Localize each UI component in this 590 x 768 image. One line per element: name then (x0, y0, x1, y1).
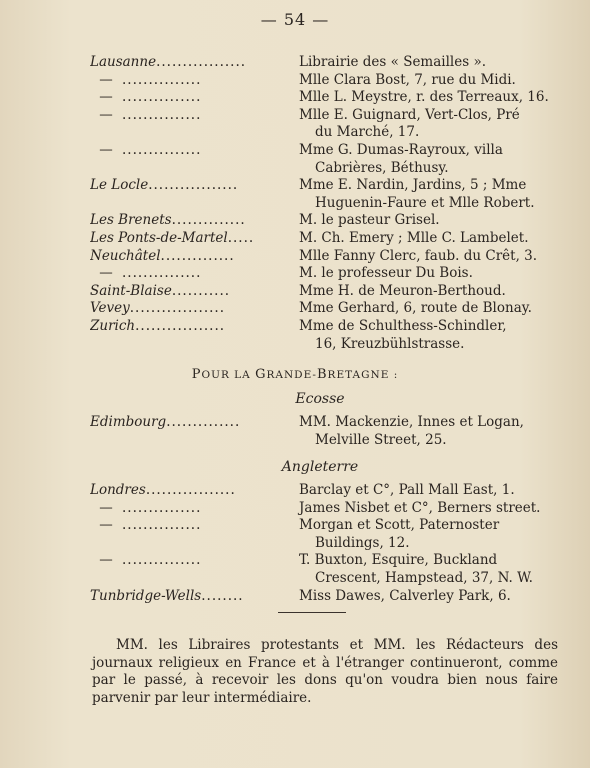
heading-word-pour-la: OUR LA (201, 369, 256, 381)
place-name (90, 283, 282, 301)
section-heading-great-britain (0, 367, 590, 382)
place-name (90, 54, 282, 72)
ditto-dash: — (99, 517, 113, 534)
entry-line: Miss Dawes, Calverley Park, 6. (299, 587, 511, 604)
place-name (90, 517, 282, 535)
place-name (90, 482, 282, 500)
entry-line: M. le professeur Du Bois. (299, 265, 473, 282)
place-name (90, 300, 282, 318)
closing-note: MM. les Libraires protestants et MM. les Rédacteurs des journaux religieux en France et à l'étranger continueront, comme par le passé, à recevoir les dons qu'on voudra bien nous faire parvenir par leur intermédiaire. (92, 637, 558, 706)
leader-dots: ................. (135, 318, 226, 334)
place-label: Vevey (90, 300, 130, 317)
leader-dots: ............... (122, 142, 202, 158)
place-name (90, 552, 282, 570)
depository-entry (299, 318, 557, 353)
ditto-dash: — (99, 106, 113, 123)
leader-dots: .............. (160, 247, 235, 264)
leader-dots: .............. (166, 414, 241, 430)
leader-dots: ................. (156, 54, 247, 70)
place-name (90, 265, 282, 283)
ditto-dash: — (99, 89, 113, 106)
depository-entry (299, 72, 557, 90)
page-number: — 54 — (260, 10, 330, 29)
ditto-dash: — (99, 265, 113, 282)
depository-entry (299, 89, 557, 107)
entry-continuation-line: 16, Kreuzbühlstrasse. (315, 335, 465, 352)
place-label: Londres (90, 482, 146, 498)
entry-continuation-line: Huguenin-Faure et Mlle Robert. (315, 194, 535, 211)
entry-line: Mme H. de Meuron-Berthoud. (299, 282, 506, 299)
place-name (90, 230, 282, 248)
leader-dots: ................. (148, 177, 239, 194)
ditto-dash: — (99, 499, 113, 516)
entry-line: MM. Mackenzie, Innes et Logan, (299, 414, 524, 430)
place-label: Edimbourg (90, 414, 167, 430)
depository-entry (299, 552, 557, 587)
depository-entry (299, 54, 557, 72)
place-label: Saint-Blaise (90, 282, 172, 299)
place-label: Lausanne (90, 54, 157, 70)
leader-dots: ........... (171, 282, 231, 299)
leader-dots: ................. (145, 482, 236, 498)
depository-entry (299, 414, 557, 449)
place-label: Neuchâtel (90, 247, 161, 264)
place-name (90, 142, 282, 160)
place-name (90, 72, 282, 90)
entry-line: Mlle Fanny Clerc, faub. du Crêt, 3. (299, 247, 538, 264)
entry-line: Morgan et Scott, Paternoster (299, 517, 500, 534)
entry-continuation-line: Cabrières, Béthusy. (315, 159, 449, 176)
subheading-angleterre: Angleterre (281, 459, 359, 475)
entry-line: Mme Gerhard, 6, route de Blonay. (299, 300, 532, 317)
depository-entry (299, 248, 557, 266)
entry-line: Mlle E. Guignard, Vert-Clos, Pré (299, 106, 520, 123)
depository-entry (299, 517, 557, 552)
depository-entry (299, 283, 557, 301)
place-name (90, 107, 282, 125)
depository-entry (299, 482, 557, 500)
place-label: Les Ponts-de-Martel (90, 230, 228, 246)
separator-rule (278, 612, 346, 613)
heading-word-rande: RANDE- (266, 369, 317, 381)
entry-line: Mlle Clara Bost, 7, rue du Midi. (299, 71, 516, 88)
entry-line: Mme de Schulthess-Schindler, (299, 318, 507, 334)
ditto-dash: — (99, 71, 113, 88)
depository-entry (299, 107, 557, 142)
depository-entry (299, 588, 557, 606)
place-name (90, 318, 282, 336)
leader-dots: ............... (122, 552, 202, 569)
leader-dots: ............... (122, 89, 202, 106)
place-name (90, 89, 282, 107)
entry-line: Mlle L. Meystre, r. des Terreaux, 16. (299, 89, 549, 106)
heading-initial-g: G (255, 367, 267, 382)
place-name (90, 177, 282, 195)
subheading-ecosse: Ecosse (295, 391, 345, 407)
place-name (90, 414, 282, 432)
entry-line: Mme G. Dumas-Rayroux, villa (299, 142, 503, 158)
entry-continuation-line: du Marché, 17. (315, 124, 420, 141)
leader-dots: ............... (122, 265, 202, 282)
heading-initial-b: B (316, 367, 328, 382)
entry-line: Mme E. Nardin, Jardins, 5 ; Mme (299, 177, 527, 194)
heading-initial-p: P (191, 367, 202, 382)
leader-dots: ............... (122, 517, 202, 534)
depository-entry (299, 300, 557, 318)
depository-entry (299, 142, 557, 177)
leader-dots: ............... (122, 71, 202, 88)
entry-continuation-line: Melville Street, 25. (315, 431, 447, 448)
depository-entry (299, 500, 557, 518)
place-name (90, 212, 282, 230)
place-name (90, 588, 282, 606)
entry-continuation-line: Crescent, Hampstead, 37, N. W. (315, 569, 533, 586)
place-label: Le Locle (90, 177, 149, 194)
place-name (90, 500, 282, 518)
ditto-dash: — (99, 142, 113, 158)
leader-dots: ..... (227, 230, 255, 246)
entry-line: M. Ch. Emery ; Mlle C. Lambelet. (299, 230, 529, 246)
ditto-dash: — (99, 552, 113, 569)
leader-dots: ............... (122, 499, 202, 516)
place-label: Tunbridge-Wells (90, 587, 202, 604)
leader-dots: ............... (122, 106, 202, 123)
depository-entry (299, 230, 557, 248)
entry-line: M. le pasteur Grisel. (299, 212, 440, 229)
leader-dots: ........ (201, 587, 244, 604)
place-name (90, 248, 282, 266)
leader-dots: .................. (129, 300, 225, 317)
heading-word-retagne: RETAGNE : (327, 369, 399, 381)
entry-line: Librairie des « Semailles ». (299, 54, 486, 70)
depository-entry (299, 177, 557, 212)
entry-line: T. Buxton, Esquire, Buckland (299, 552, 498, 569)
depository-entry (299, 212, 557, 230)
depository-entry (299, 265, 557, 283)
entry-line: James Nisbet et C°, Berners street. (299, 499, 541, 516)
entry-line: Barclay et C°, Pall Mall East, 1. (299, 482, 515, 498)
place-label: Les Brenets (90, 212, 172, 229)
leader-dots: .............. (171, 212, 246, 229)
entry-continuation-line: Buildings, 12. (315, 534, 410, 551)
place-label: Zurich (90, 318, 136, 334)
